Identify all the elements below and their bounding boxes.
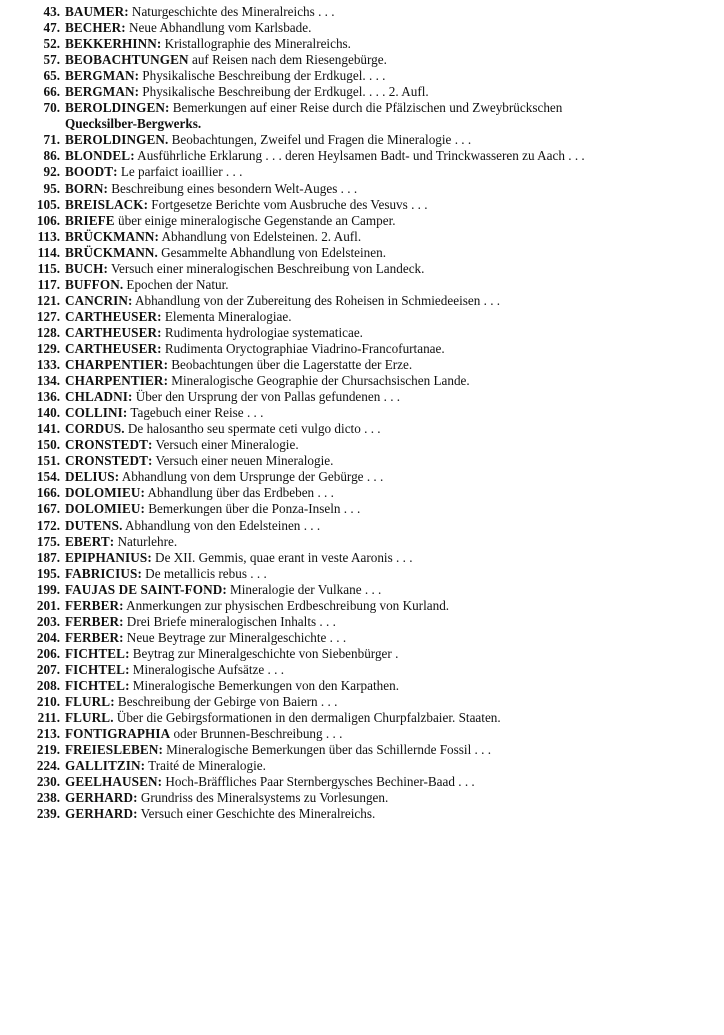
catalog-entry <box>22 694 718 710</box>
entry-separator: : <box>222 581 227 597</box>
entry-separator: : <box>125 661 130 677</box>
entry-author: GERHARD <box>65 790 134 806</box>
entry-author: BEROLDINGEN <box>65 100 166 116</box>
entry-title: Fortgesetze Berichte vom Ausbruche des Vesuvs . . . <box>148 196 428 212</box>
entry-author: FICHTEL <box>65 661 126 677</box>
entry-text <box>65 485 718 501</box>
entry-number: 175. <box>36 533 60 549</box>
entry-separator: : <box>119 613 124 629</box>
entry-number: 206. <box>36 645 60 661</box>
entry-number: 47. <box>43 20 60 36</box>
entry-separator: : <box>140 758 146 774</box>
entry-author: FLURL <box>65 710 111 726</box>
entry-author: BEROLDINGEN <box>65 132 166 148</box>
entry-separator: : <box>121 20 126 36</box>
entry-number: 86. <box>43 148 60 164</box>
entry-number: 238. <box>36 790 60 806</box>
entry-separator: : <box>147 437 153 453</box>
entry-separator: : <box>133 790 138 806</box>
catalog-entry <box>22 357 718 373</box>
entry-title: Physikalische Beschreibung der Erdkugel. . . . <box>138 68 386 84</box>
entry-title: Mineralogische Bemerkungen über das Schillernde Fossil . . . <box>162 742 492 758</box>
entry-number: 219. <box>36 742 60 758</box>
catalog-entry <box>22 213 718 229</box>
entry-text <box>65 662 718 678</box>
catalog-entry <box>22 132 718 148</box>
catalog-entry <box>22 373 718 389</box>
entry-author: BEOBACHTUNGEN <box>65 52 189 68</box>
catalog-entry <box>22 678 718 694</box>
entry-text <box>65 100 718 132</box>
entry-author: BOODT <box>65 164 114 180</box>
entry-number: 127. <box>36 308 60 324</box>
entry-separator: : <box>114 469 120 485</box>
entry-number: 57. <box>43 52 60 68</box>
catalog-entry <box>22 646 718 662</box>
entry-text <box>65 646 718 662</box>
entry-author: FONTIGRAPHIA <box>65 726 171 742</box>
catalog-entry <box>22 518 718 534</box>
catalog-entry <box>22 421 718 437</box>
entry-title: De XII. Gemmis, quae erant in veste Aaronis . . . <box>151 549 413 565</box>
entry-separator: : <box>134 84 139 100</box>
entry-author: BRÜCKMANN <box>65 228 155 244</box>
entry-title: Anmerkungen zur physischen Erdbeschreibung von Kurland. <box>123 597 450 613</box>
catalog-entry <box>22 164 718 180</box>
entry-author: BEKKERHINN <box>65 36 157 52</box>
catalog-entry <box>22 758 718 774</box>
entry-title: Mineralogie der Vulkane . . . <box>226 581 382 597</box>
entry-text <box>65 20 718 36</box>
catalog-entry <box>22 36 718 52</box>
entry-separator: : <box>140 501 145 517</box>
entry-title: Über den Ursprung der von Pallas gefundenen . . . <box>132 389 401 405</box>
entry-title: Abhandlung von dem Ursprunge der Gebürge . . . <box>119 469 384 485</box>
entry-number: 150. <box>36 437 60 453</box>
entry-text <box>65 678 718 694</box>
entry-separator: . <box>119 517 123 533</box>
entry-text <box>65 148 718 164</box>
entry-text <box>65 806 718 822</box>
entry-number: 129. <box>36 340 60 356</box>
entry-text <box>65 726 718 742</box>
entry-number: 167. <box>36 501 60 517</box>
entry-number: 133. <box>36 357 60 373</box>
entry-title: Versuch einer Geschichte des Mineralreichs. <box>137 806 376 822</box>
entry-number: 210. <box>36 694 60 710</box>
catalog-entry <box>22 100 718 132</box>
catalog-entry <box>22 662 718 678</box>
entry-title: Naturgeschichte des Mineralreichs . . . <box>128 4 335 19</box>
entry-number: 113. <box>37 228 60 244</box>
entry-text <box>65 790 718 806</box>
catalog-entry <box>22 774 718 790</box>
entry-separator: : <box>158 742 163 758</box>
entry-text <box>65 373 718 389</box>
entry-number: 207. <box>36 661 60 677</box>
entry-separator: : <box>130 148 135 164</box>
catalog-entry <box>22 453 718 469</box>
entry-author: BUFFON <box>65 276 120 292</box>
entry-number: 43. <box>43 4 60 19</box>
catalog-entry <box>22 4 718 20</box>
entry-separator: . <box>119 276 124 292</box>
entry-text <box>65 132 718 148</box>
entry-title: Beobachtungen über die Lagerstatte der Erze. <box>167 357 413 373</box>
entry-title: Epochen der Natur. <box>123 276 229 292</box>
entry-separator: : <box>127 389 133 405</box>
entry-number: 117. <box>37 276 60 292</box>
entry-number: 239. <box>36 806 60 822</box>
entry-title: Hoch-Bräffliches Paar Sternbergysches Bechiner-Baad . . . <box>162 774 475 790</box>
entry-author: COLLINI <box>65 405 123 421</box>
entry-separator: . <box>110 710 114 726</box>
entry-number: 114. <box>37 244 60 260</box>
entry-separator: : <box>163 357 168 373</box>
entry-title: Versuch einer neuen Mineralogie. <box>152 453 334 469</box>
entry-text <box>65 36 718 52</box>
entry-number: 71. <box>43 132 60 148</box>
entry-title: Neue Beytrage zur Mineralgeschichte . . . <box>123 629 347 645</box>
entry-title: Über die Gebirgsformationen in den dermaligen Churpfalzbaier. Staaten. <box>113 710 501 726</box>
entry-text <box>65 213 718 229</box>
catalog-entry <box>22 405 718 421</box>
entry-text <box>65 181 718 197</box>
entry-title: Bemerkungen über die Ponza-Inseln . . . <box>144 501 361 517</box>
entry-text <box>65 68 718 84</box>
entry-author: DOLOMIEU <box>65 501 141 517</box>
entry-text <box>65 357 718 373</box>
catalog-entry <box>22 84 718 100</box>
entry-text <box>65 421 718 437</box>
entry-author: BLONDEL <box>65 148 131 164</box>
entry-text <box>65 469 718 485</box>
entry-number: 172. <box>36 517 60 533</box>
catalog-entry <box>22 341 718 357</box>
entry-number: 136. <box>36 389 60 405</box>
entry-title: Grundriss des Mineralsystems zu Vorlesungen. <box>137 790 389 806</box>
entry-title: Versuch einer Mineralogie. <box>152 437 299 453</box>
entry-author: GALLITZIN <box>65 758 141 774</box>
entry-title: Tagebuch einer Reise . . . <box>127 405 264 421</box>
entry-text <box>65 742 718 758</box>
catalog-entry <box>22 52 718 68</box>
catalog-entry <box>22 389 718 405</box>
catalog-entry <box>22 790 718 806</box>
catalog-entry <box>22 742 718 758</box>
entry-separator: : <box>165 100 170 116</box>
entry-text <box>65 4 718 20</box>
entry-number: 166. <box>36 485 60 501</box>
entry-author: CANCRIN <box>65 292 128 308</box>
entry-author: FREIESLEBEN <box>65 742 159 758</box>
entry-number: 140. <box>36 405 60 421</box>
entry-author: BORN <box>65 180 104 196</box>
entry-number: 208. <box>36 677 60 693</box>
entry-text <box>65 534 718 550</box>
entry-number: 92. <box>43 164 60 180</box>
entry-title: Versuch einer mineralogischen Beschreibung von Landeck. <box>107 260 425 276</box>
entry-number: 105. <box>36 196 60 212</box>
entry-separator: : <box>137 565 142 581</box>
catalog-entry <box>22 309 718 325</box>
entry-text <box>65 453 718 469</box>
entry-author: BECHER <box>65 20 122 36</box>
entry-text <box>65 758 718 774</box>
entry-author: BERGMAN <box>65 68 135 84</box>
entry-author: GEELHAUSEN <box>65 774 158 790</box>
entry-author: FERBER <box>65 613 120 629</box>
entry-text <box>65 245 718 261</box>
entry-number: 230. <box>36 774 60 790</box>
entry-number: 211. <box>37 710 60 726</box>
entry-text <box>65 598 718 614</box>
entry-text <box>65 710 718 726</box>
entry-title: Abhandlung von der Zubereitung des Roheisen in Schmiedeeisen . . . <box>132 292 501 308</box>
entry-separator: : <box>133 806 138 822</box>
entry-author: FLURL <box>65 694 111 710</box>
entry-title: Kristallographie des Mineralreichs. <box>161 36 351 52</box>
entry-author: BAUMER <box>65 4 125 19</box>
entry-title: Physikalische Beschreibung der Erdkugel. . . . 2. Aufl. <box>138 84 429 100</box>
entry-author: BUCH <box>65 260 104 276</box>
catalog-entry <box>22 197 718 213</box>
entry-title: Abhandlung von den Edelsteinen . . . <box>122 517 321 533</box>
entry-separator: : <box>157 774 163 790</box>
entry-title: Beytrag zur Mineralgeschichte von Siebenbürger . <box>129 645 399 661</box>
catalog-entry <box>22 598 718 614</box>
entry-number: 65. <box>43 68 60 84</box>
entry-text <box>65 52 718 68</box>
entry-text <box>65 277 718 293</box>
entry-separator: : <box>103 260 108 276</box>
entry-author: DOLOMIEU <box>65 485 141 501</box>
entry-number: 154. <box>36 469 60 485</box>
entry-author: CARTHEUSER <box>65 340 158 356</box>
entry-title: Rudimenta hydrologiae systematicae. <box>161 324 363 340</box>
entry-text <box>65 293 718 309</box>
entry-text <box>65 694 718 710</box>
entry-separator: : <box>122 405 128 421</box>
entry-title: Beschreibung der Gebirge von Baiern . . . <box>114 694 338 710</box>
catalog-entry <box>22 277 718 293</box>
entry-author: EPIPHANIUS <box>65 549 148 565</box>
catalog-entry <box>22 68 718 84</box>
entry-number: 115. <box>37 260 60 276</box>
entry-title: Bemerkungen auf einer Reise durch die Pfälzischen und Zweybrückschen <box>169 100 563 116</box>
entry-text <box>65 582 718 598</box>
entry-author: FABRICIUS <box>65 565 138 581</box>
catalog-entry <box>22 806 718 822</box>
entry-number: 121. <box>36 292 60 308</box>
entry-number: 66. <box>43 84 60 100</box>
entry-text <box>65 630 718 646</box>
entry-author: FERBER <box>65 629 120 645</box>
entry-separator: : <box>147 453 153 469</box>
catalog-entry <box>22 582 718 598</box>
entry-text <box>65 325 718 341</box>
entry-author: FICHTEL <box>65 645 126 661</box>
entry-author: CHARPENTIER <box>65 357 164 373</box>
catalog-entry <box>22 325 718 341</box>
entry-separator: : <box>125 677 130 693</box>
catalog-entry <box>22 181 718 197</box>
entry-author: GERHARD <box>65 806 134 822</box>
entry-title: Beobachtungen, Zweifel und Fragen die Mineralogie . . . <box>168 132 472 148</box>
entry-title: Abhandlung von Edelsteinen. 2. Aufl. <box>158 228 362 244</box>
entry-title: De metallicis rebus . . . <box>141 565 267 581</box>
entry-title: Ausführliche Erklarung . . . deren Heylsamen Badt- und Trinckwasseren zu Aach . . . <box>134 148 585 164</box>
entry-author: BERGMAN <box>65 84 135 100</box>
entry-separator: : <box>140 485 145 501</box>
entry-title: Gesammelte Abhandlung von Edelsteinen. <box>157 244 387 260</box>
catalog-entry <box>22 550 718 566</box>
entry-author: FICHTEL <box>65 677 126 693</box>
entry-number: 204. <box>36 629 60 645</box>
entry-author: CRONSTEDT <box>65 453 148 469</box>
entry-text <box>65 309 718 325</box>
entry-author: DUTENS <box>65 517 120 533</box>
entry-author: DELIUS <box>65 469 115 485</box>
entry-title: Elementa Mineralogiae. <box>161 308 292 324</box>
entry-number: 199. <box>36 581 60 597</box>
entry-text <box>65 84 718 100</box>
catalog-entry <box>22 437 718 453</box>
entry-author: FERBER <box>65 597 120 613</box>
entry-text <box>65 614 718 630</box>
catalog-entry <box>22 229 718 245</box>
entry-separator: : <box>109 533 115 549</box>
entry-text <box>65 437 718 453</box>
catalog-entry <box>22 469 718 485</box>
entry-text <box>65 261 718 277</box>
entry-title-continuation: Quecksilber-Bergwerks. <box>65 116 202 132</box>
entry-author: CARTHEUSER <box>65 308 158 324</box>
entry-number: 128. <box>36 324 60 340</box>
entry-text <box>65 566 718 582</box>
entry-separator: : <box>147 549 152 565</box>
entry-number: 201. <box>36 597 60 613</box>
entry-separator: : <box>119 629 124 645</box>
entry-author: EBERT <box>65 533 110 549</box>
entry-separator: : <box>119 597 124 613</box>
entry-title: Rudimenta Oryctographiae Viadrino-Francofurtanae. <box>161 340 445 356</box>
entry-separator: : <box>110 694 115 710</box>
catalog-entry <box>22 245 718 261</box>
entry-separator: : <box>143 196 148 212</box>
entry-title: Le parfaict ioaillier . . . <box>117 164 243 180</box>
entry-title: Mineralogische Bemerkungen von den Karpathen. <box>129 677 399 693</box>
catalog-entry <box>22 501 718 517</box>
entry-author: CHLADNI <box>65 389 128 405</box>
catalog-entry <box>22 710 718 726</box>
entry-number: 151. <box>36 453 60 469</box>
entry-title: Traité de Mineralogie. <box>145 758 266 774</box>
entry-number: 134. <box>36 373 60 389</box>
entry-text <box>65 550 718 566</box>
entry-author: CRONSTEDT <box>65 437 148 453</box>
entry-title: Mineralogische Geographie der Chursachsischen Lande. <box>167 373 470 389</box>
entry-separator: : <box>103 180 108 196</box>
entry-separator: . <box>154 244 158 260</box>
entry-title: Neue Abhandlung vom Karlsbade. <box>125 20 312 36</box>
entry-separator: : <box>157 324 162 340</box>
entry-text <box>65 518 718 534</box>
catalog-entry <box>22 261 718 277</box>
catalog-entry <box>22 148 718 164</box>
catalog-entry <box>22 485 718 501</box>
catalog-entry <box>22 293 718 309</box>
entry-title: über einige mineralogische Gegenstande an Camper. <box>114 212 396 228</box>
entry-title: Abhandlung über das Erdbeben . . . <box>144 485 334 501</box>
catalog-entry <box>22 20 718 36</box>
entry-separator: . <box>165 132 169 148</box>
entry-title: Mineralogische Aufsätze . . . <box>129 661 285 677</box>
entry-number: 203. <box>36 613 60 629</box>
entry-number: 213. <box>36 726 60 742</box>
entry-separator: : <box>127 292 133 308</box>
entry-separator: . <box>121 421 125 437</box>
entry-title: oder Brunnen-Beschreibung . . . <box>170 726 343 742</box>
entry-separator: : <box>157 308 162 324</box>
catalog-entry <box>22 614 718 630</box>
entry-number: 141. <box>36 421 60 437</box>
entry-number: 95. <box>43 180 60 196</box>
entry-author: FAUJAS DE SAINT-FOND <box>65 581 223 597</box>
entry-text <box>65 774 718 790</box>
entry-number: 224. <box>36 758 60 774</box>
entry-author: CORDUS <box>65 421 122 437</box>
entry-author: CHARPENTIER <box>65 373 164 389</box>
entry-number: 106. <box>36 212 60 228</box>
entry-author: BRIEFE <box>65 212 115 228</box>
entry-title: Drei Briefe mineralogischen Inhalts . . . <box>123 613 336 629</box>
entry-number: 70. <box>43 100 60 116</box>
entry-separator: : <box>154 228 159 244</box>
entry-text <box>65 341 718 357</box>
entry-separator: : <box>163 373 168 389</box>
entry-text <box>65 164 718 180</box>
entry-separator: : <box>124 4 129 19</box>
entry-title: auf Reisen nach dem Riesengebürge. <box>188 52 387 68</box>
catalog-entry <box>22 726 718 742</box>
catalog-entry <box>22 534 718 550</box>
entry-text <box>65 501 718 517</box>
entry-separator: : <box>157 340 162 356</box>
entry-title: Beschreibung eines besondern Welt-Auges . . . <box>107 180 358 196</box>
entry-number: 195. <box>36 565 60 581</box>
entry-text <box>65 389 718 405</box>
entry-text <box>65 405 718 421</box>
entry-author: BRÜCKMANN <box>65 244 155 260</box>
entry-title: Naturlehre. <box>114 533 178 549</box>
entry-separator: : <box>134 68 139 84</box>
entry-separator: : <box>125 645 130 661</box>
entry-separator: : <box>113 164 118 180</box>
catalog-entry <box>22 566 718 582</box>
entry-separator: : <box>156 36 162 52</box>
entry-author: BREISLACK <box>65 196 144 212</box>
entry-author: CARTHEUSER <box>65 324 158 340</box>
entry-number: 52. <box>43 36 60 52</box>
entry-text <box>65 229 718 245</box>
entry-title: De halosantho seu spermate ceti vulgo dicto . . . <box>124 421 381 437</box>
entry-number: 187. <box>36 549 60 565</box>
catalog-entry <box>22 630 718 646</box>
entry-text <box>65 197 718 213</box>
